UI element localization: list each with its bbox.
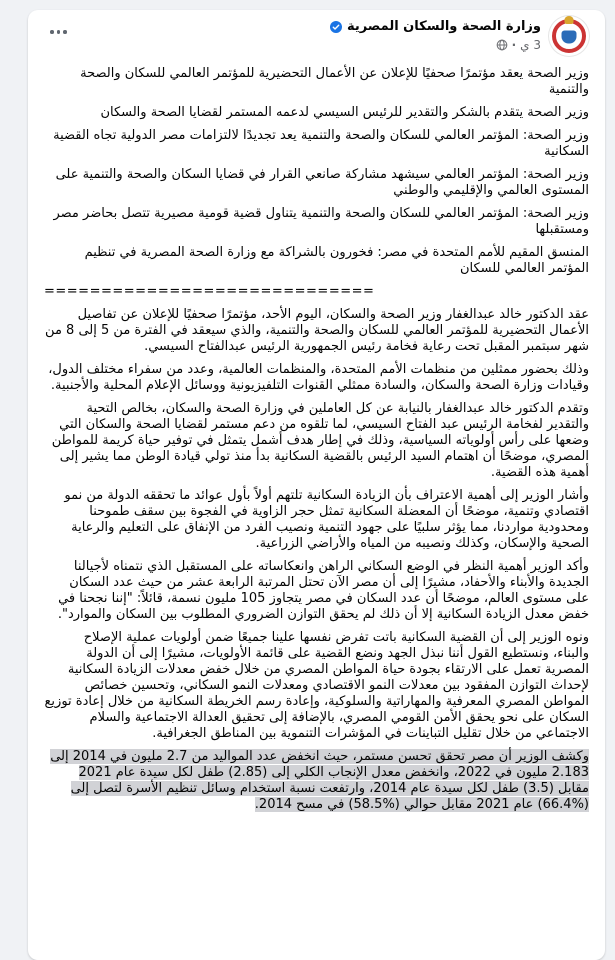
more-options-dot-icon	[50, 30, 54, 34]
post-headline: المنسق المقيم للأمم المتحدة في مصر: فخورون بالشراكة مع وزارة الصحة المصرية في تنظيم المؤتمر العالمي للسكان	[84, 245, 589, 276]
selected-text: وكشف الوزير أن مصر تحقق تحسن مستمر، حيث انخفض عدد المواليد من 2.7 مليون في 2014 إلى 2.183 مليون في 2022، وانخفض معدل الإنجاب الكلي إلى (2.85) طفل لكل سيدة عام 2021 مقابل (3.5) طفل لكل سيدة عام 2014، وارتفعت نسبة استخدام وسائل تنظيم الأسرة لتصل إلى (%66.4) عام 2021 مقابل حوالي (%58.5) في مسح 2014.	[50, 749, 589, 812]
post-paragraph: وتقدم الدكتور خالد عبدالغفار بالنيابة عن كل العاملين في وزارة الصحة والسكان، بخالص التحية والتقدير لفخامة الرئيس عبد الفتاح السيسي، لما تلقوه من دعم مستمر لقضايا الصحة والسكان التي وضعها على رأس أولوياته السياسية، وذلك في إطار هدف أشمل يتمثل في توفير حياة كريمة للمواطن المصري، موضحًا أن اهتمام السيد الرئيس بالقضية السكانية بدأ منذ تولي قيادة الوطن مما يشير إلى أهمية هذه القضية.	[51, 401, 589, 480]
post-header-text	[330, 16, 541, 52]
more-options-dot-icon	[63, 30, 67, 34]
post-divider-line: =============================	[44, 284, 375, 299]
post-headline: وزير الصحة: المؤتمر العالمي للسكان والصحة والتنمية يتناول قضية قومية مصيرية تتصل بحاضر مصر ومستقبلها	[53, 206, 589, 237]
globe-privacy-icon	[496, 39, 508, 51]
meta-separator: ·	[511, 38, 517, 52]
page-avatar[interactable]	[549, 16, 589, 56]
verified-badge-icon	[330, 21, 342, 33]
page-name-link[interactable]: وزارة الصحة والسكان المصرية	[346, 19, 541, 34]
post-paragraph: وذلك بحضور ممثلين من منظمات الأمم المتحدة، والمنظمات العالمية، وعدد من سفراء مختلف الدول، وقيادات وزارة الصحة والسكان، والسادة ممثلي القنوات التلفيزيونية ووسائل الإعلام المحلية والأجنبية.	[48, 362, 589, 393]
post-headline: وزير الصحة يتقدم بالشكر والتقدير للرئيس السيسي لدعمه المستمر لقضايا الصحة والسكان	[100, 105, 589, 120]
post-paragraph: وأشار الوزير إلى أهمية الاعتراف بأن الزيادة السكانية تلتهم أولاً بأول عوائد ما تحققه الدولة من نمو اقتصادي وتنمية، موضحًا أن المعضلة السكانية تمثل حجر الزاوية في الفجوة بين سقف طموحنا ومحدودية مواردنا، مما يؤثر سلبيًا على جهود التنمية ونصيب الفرد من الإنفاق على التعليم والرعاية الصحية والإسكان، وكذلك ونصيبه من المياه والأراضي الزراعية.	[64, 488, 589, 551]
post-header	[44, 16, 589, 56]
post-headline: وزير الصحة: المؤتمر العالمي للسكان والصحة والتنمية يعد تجديدًا لالتزامات مصر الدولية تجاه القضية السكانية	[53, 128, 589, 159]
more-options-button[interactable]	[44, 20, 73, 44]
post-headline: وزير الصحة يعقد مؤتمرًا صحفيًا للإعلان عن الأعمال التحضيرية للمؤتمر العالمي للسكان والصحة والتنمية	[80, 66, 589, 97]
post-paragraph-highlighted	[44, 749, 589, 813]
page-name-row	[330, 19, 541, 34]
ministry-logo-emblem-icon	[562, 31, 577, 44]
more-options-dot-icon	[57, 30, 61, 34]
post-paragraph: ونوه الوزير إلى أن القضية السكانية باتت تفرض نفسها علينا جميعًا ضمن أولويات عملية الإصلاح والبناء، ونستطيع القول أننا نبذل الجهد ونضع القضية على قائمة الأولويات، مشيرًا إلى أن الدولة المصرية تعمل على الارتقاء بجودة حياة المواطن المصري من خلال خفض معدلات الزيادة السكانية لإحداث التوازن المفقود بين معدلات النمو الاقتصادي ومعدلات النمو السكاني، وتحسين خصائص المواطن المصري المعرفية والمهاراتية والسلوكية، وإعادة رسم الخريطة السكانية من خلال إعادة توزيع السكان على نحو يحقق الأمن القومي المصري، بالإضافة إلى تحقيق العدالة الاجتماعية والسلام الاجتماعي من خلال تقليل التباينات في المؤشرات التنموية بين المناطق الجغرافية.	[44, 630, 589, 741]
post-headline: وزير الصحة: المؤتمر العالمي سيشهد مشاركة صانعي القرار في قضايا السكان والصحة والتنمية على المستوى العالمي والإقليمي والوطني	[55, 167, 589, 198]
ministry-logo-eagle-icon	[565, 16, 574, 24]
post-paragraph: وأكد الوزير أهمية النظر في الوضع السكاني الراهن وانعكاساته على المستقبل الذي نتمناه لأجيالنا الجديدة والأبناء والأحفاد، مشيرًا إلى أن مصر الآن تحتل المرتبة الرابعة عشر من حيث عدد السكان على مستوى العالم، موضحًا أن عدد السكان في مصر يتجاوز 105 مليون نسمة، قائلاً: "إننا نجحنا في خفض معدل الزيادة السكانية إلا أن ذلك لم يحقق التوازن الضروري المطلوب بين السكان والموارد".	[57, 559, 589, 622]
post-paragraph: عقد الدكتور خالد عبدالغفار وزير الصحة والسكان، اليوم الأحد، مؤتمرًا صحفيًا للإعلان عن تفاصيل الأعمال التحضيرية للمؤتمر العالمي للسكان والصحة والتنمية، والذي سيعقد في الفترة من 5 إلى 8 من شهر سبتمبر المقبل تحت رعاية فخامة رئيس الجمهورية الرئيس عبدالفتاح السيسي.	[45, 307, 589, 354]
post-timestamp[interactable]: 3 ي	[520, 38, 541, 52]
post-text-body	[44, 66, 589, 813]
facebook-post-card	[28, 10, 605, 960]
post-meta-row	[330, 38, 541, 52]
